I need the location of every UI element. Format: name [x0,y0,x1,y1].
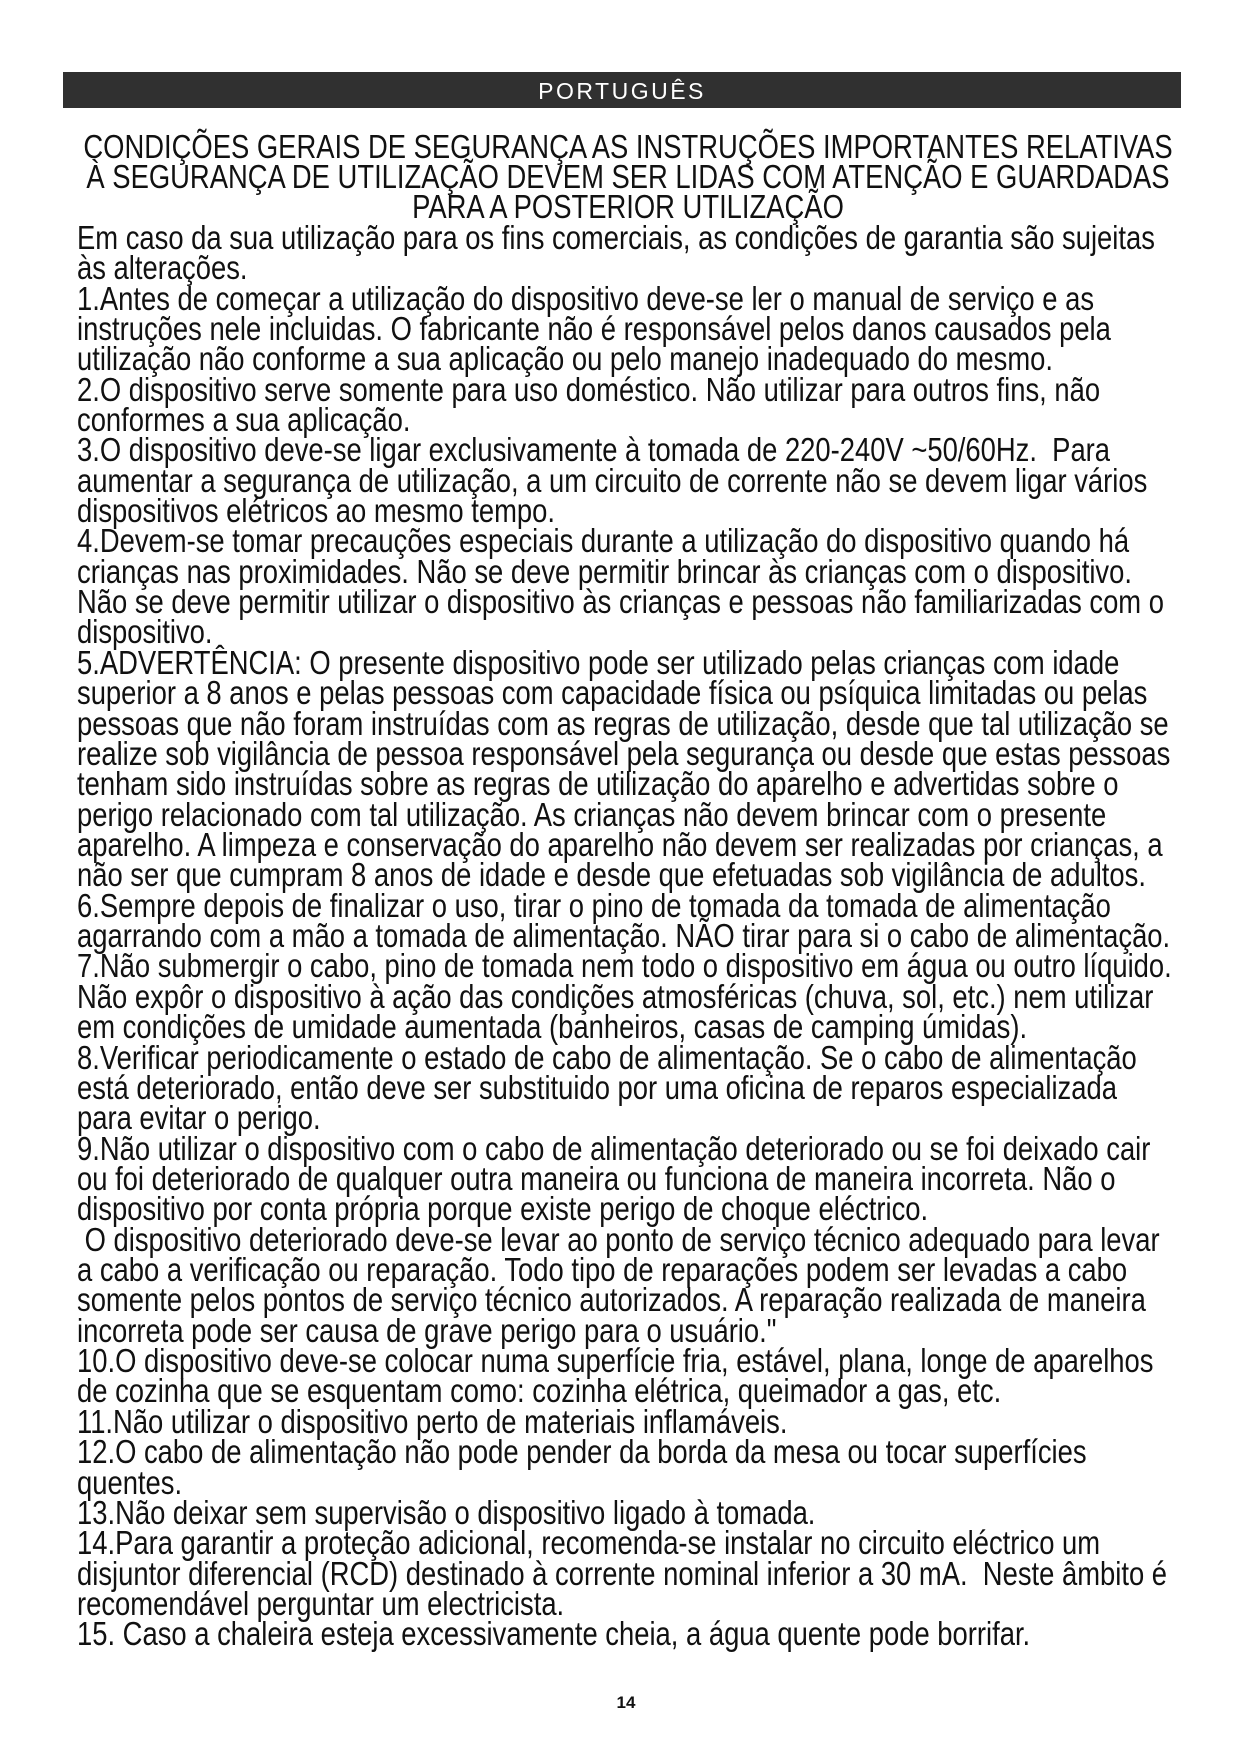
body-line: Não expôr o dispositivo à ação das condições atmosféricas (chuva, sol, etc.) nem utilizar [77,977,1154,1015]
body-line: a cabo a verificação ou reparação. Todo tipo de reparações podem ser levadas a cabo [77,1251,1128,1289]
body-line: dispositivo por conta própria porque existe perigo de choque eléctrico. [77,1190,929,1228]
body-line: incorreta pode ser causa de grave perigo para o usuário." [77,1311,777,1349]
page-number: 14 [616,1693,636,1712]
body-line: está deteriorado, então deve ser substituido por uma oficina de reparos especializada [77,1068,1117,1106]
body-line: 7.Não submergir o cabo, pino de tomada nem todo o dispositivo em água ou outro líquido. [77,947,1172,985]
body-line: em condições de umidade aumentada (banheiros, casas de camping úmidas). [77,1008,1028,1046]
title-line: CONDIÇÕES GERAIS DE SEGURANÇA AS INSTRUÇÕES IMPORTANTES RELATIVAS [83,128,1173,165]
body-line: 10.O dispositivo deve-se colocar numa superfície fria, estável, plana, longe de aparelhos [77,1342,1154,1380]
body-line: aparelho. A limpeza e conservação do aparelho não devem ser realizadas por crianças, a [77,825,1163,863]
body-line: recomendável perguntar um electricista. [77,1584,565,1622]
body-line: quentes. [77,1463,183,1501]
title-line: À SEGURANÇA DE UTILIZAÇÃO DEVEM SER LIDAS COM ATENÇÃO E GUARDADAS [86,157,1170,195]
body-line: disjuntor diferencial (RCD) destinado à corrente nominal inferior a 30 mA. Neste âmbito é [77,1554,1168,1592]
body-line: superior a 8 anos e pelas pessoas com capacidade física ou psíquica limitadas ou pelas [77,674,1148,712]
body-line: 5.ADVERTÊNCIA: O presente dispositivo pode ser utilizado pelas crianças com idade [77,643,1120,681]
body-line: 1.Antes de começar a utilização do dispositivo deve-se ler o manual de serviço e as [77,279,1095,317]
body-line: realize sob vigilância de pessoa responsável pela segurança ou desde que estas pessoas [77,734,1171,772]
language-label: PORTUGUÊS [538,78,706,104]
body-line: aumentar a segurança de utilização, a um circuito de corrente não se devem ligar vários [77,461,1148,499]
body-line: crianças nas proximidades. Não se deve permitir brincar às crianças com o dispositivo. [77,552,1132,590]
language-header-bar [63,72,1181,108]
body-line: conformes a sua aplicação. [77,400,411,438]
body-line: de cozinha que se esquentam como: cozinha elétrica, queimador a gas, etc. [77,1372,1002,1410]
body-line: 11.Não utilizar o dispositivo perto de materiais inflamáveis. [77,1402,788,1440]
body-line: 15. Caso a chaleira esteja excessivamente cheia, a água quente pode borrifar. [77,1615,1031,1653]
body-line: pessoas que não foram instruídas com as regras de utilização, desde que tal utilização se [77,704,1169,742]
safety-instructions [77,218,1222,1653]
body-line: 8.Verificar periodicamente o estado de cabo de alimentação. Se o cabo de alimentação [77,1038,1137,1076]
body-line: instruções nele incluidas. O fabricante não é responsável pelos danos causados pela [77,309,1111,347]
body-line: 4.Devem-se tomar precauções especiais durante a utilização do dispositivo quando há [77,522,1130,560]
body-line: agarrando com a mão a tomada de alimentação. NÃO tirar para si o cabo de alimentação. [77,917,1171,955]
body-line: para evitar o perigo. [77,1099,321,1137]
body-line: ou foi deteriorado de qualquer outra maneira ou funciona de maneira incorreta. Não o [77,1159,1116,1197]
body-line: utilização não conforme a sua aplicação ou pelo manejo inadequado do mesmo. [77,340,1054,378]
title-line: PARA A POSTERIOR UTILIZAÇÃO [412,187,844,225]
body-line: 9.Não utilizar o dispositivo com o cabo de alimentação deteriorado ou se foi deixado cair [77,1129,1151,1167]
body-line: tenham sido instruídas sobre as regras de utilização do aparelho e advertidas sobre o [77,765,1119,803]
body-line: não ser que cumpram 8 anos de idade e desde que efetuadas sob vigilância de adultos. [77,856,1146,894]
safety-title [47,128,1209,225]
body-line: 14.Para garantir a proteção adicional, recomenda-se instalar no circuito eléctrico um [77,1524,1101,1562]
body-line: O dispositivo deteriorado deve-se levar ao ponto de serviço técnico adequado para levar [77,1220,1160,1258]
body-line: perigo relacionado com tal utilização. As crianças não devem brincar com o presente [77,795,1107,833]
body-line: 12.O cabo de alimentação não pode pender da borda da mesa ou tocar superfícies [77,1433,1087,1471]
body-line: às alterações. [77,249,248,287]
body-line: 6.Sempre depois de finalizar o uso, tirar o pino de tomada da tomada de alimentação [77,886,1111,924]
body-line: 3.O dispositivo deve-se ligar exclusivamente à tomada de 220-240V ~50/60Hz. Para [77,431,1111,469]
body-line: dispositivos elétricos ao mesmo tempo. [77,492,556,530]
body-line: Em caso da sua utilização para os fins comerciais, as condições de garantia são sujeitas [77,218,1155,256]
body-line: Não se deve permitir utilizar o dispositivo às crianças e pessoas não familiarizadas com o [77,583,1164,621]
body-line: 13.Não deixar sem supervisão o dispositivo ligado à tomada. [77,1493,816,1531]
body-line: somente pelos pontos de serviço técnico autorizados. A reparação realizada de maneira [77,1281,1146,1319]
body-line: dispositivo. [77,613,213,651]
body-line: 2.O dispositivo serve somente para uso doméstico. Não utilizar para outros fins, não [77,370,1101,408]
